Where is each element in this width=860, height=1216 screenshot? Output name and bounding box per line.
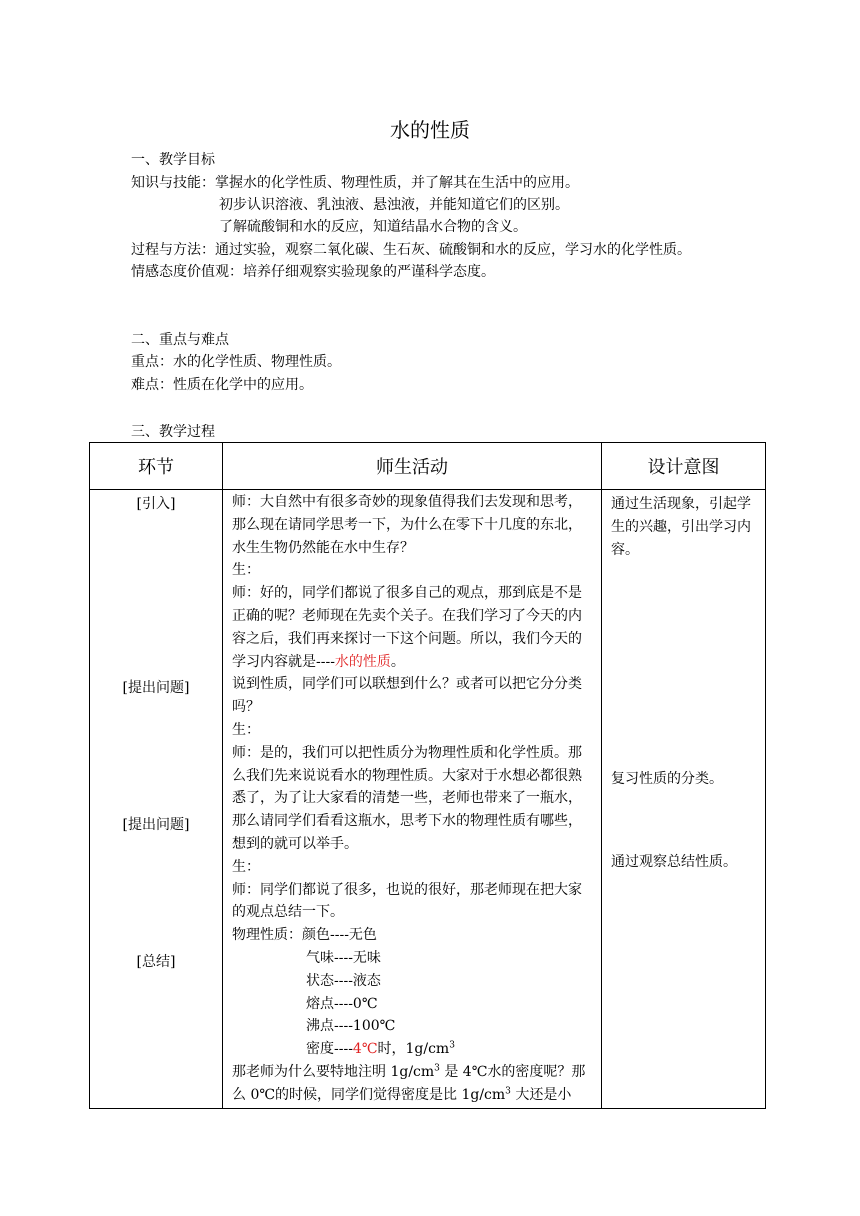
page-title: 水的性质 [390,118,470,142]
stage-cell [90,490,223,1109]
property-boiling-point: 沸点----100℃ [306,1018,396,1035]
last-superscript-1: 3 [434,1063,440,1074]
difficulty-line: 难点：性质在化学中的应用。 [131,377,313,393]
property-melting-point: 熔点----0℃ [306,995,378,1012]
property-color-text: 颜色----无色 [302,927,377,944]
property-density [232,1038,594,1061]
activity-paragraph-5: 生： [232,721,260,738]
activity-paragraph-2: 生： [232,562,260,579]
knowledge-line-2: 初步认识溶液、乳浊液、悬浊液，并能知道它们的区别。 [219,197,569,213]
activity-paragraph-1: 师：大自然中有很多奇妙的现象值得我们去发现和思考，那么现在请同学思考一下，为什么在零下十几度的东北，水生生物仍然能在水中生存？ [232,494,582,556]
activity-paragraph-3 [232,582,594,673]
key-point-line: 重点：水的化学性质、物理性质。 [131,354,341,370]
stage-question-2: [提出问题] [122,817,190,833]
activity-p3-end: 。 [390,653,405,670]
activity-paragraph-4: 说到性质，同学们可以联想到什么？或者可以把它分分类吗？ [232,676,582,716]
header-activity: 师生活动 [223,443,602,490]
activity-cell [223,490,602,1109]
property-smell: 气味----无味 [306,949,381,966]
objectives-heading: 一、教学目标 [131,152,215,168]
table-header-row [90,443,766,490]
header-design: 设计意图 [602,443,766,490]
design-note-intro: 通过生活现象，引起学生的兴趣，引出学习内容。 [611,496,751,558]
header-stage: 环节 [90,443,223,490]
property-color [232,924,594,947]
density-prefix: 密度---- [306,1041,353,1058]
activity-p3-text: 师：好的，同学们都说了很多自己的观点，那到底是不是正确的呢？老师现在先卖个关子。在我们学习了今天的内容之后，我们再来探讨一下这个问题。所以，我们今天的学习内容就是---- [232,585,582,670]
lesson-table [89,442,766,1109]
density-value: 时，1g/cm [377,1041,450,1058]
activity-paragraph-6: 师：是的，我们可以把性质分为物理性质和化学性质。那么我们先来说说看水的物理性质。大家对于水想必都很熟悉了，为了让大家看的清楚一些，老师也带来了一瓶水，那么请同学们看看这瓶水，思考下水的物理性质有哪些，想到的就可以举手。 [232,744,582,852]
emotion-line: 情感态度价值观：培养仔细观察实验现象的严谨科学态度。 [131,264,495,280]
design-note-observe: 通过观察总结性质。 [611,854,737,870]
knowledge-text-1: 掌握水的化学性质、物理性质，并了解其在生活中的应用。 [215,175,579,191]
activity-paragraph-7: 生： [232,858,260,875]
stage-intro: [引入] [136,496,176,512]
knowledge-line-1 [131,172,579,194]
process-method-line: 过程与方法：通过实验，观察二氧化碳、生石灰、硫酸铜和水的反应，学习水的化学性质。 [131,242,691,258]
property-state: 状态----液态 [306,972,381,989]
density-superscript: 3 [449,1040,455,1051]
design-note-review: 复习性质的分类。 [611,771,723,787]
knowledge-label: 知识与技能： [131,175,215,191]
activity-paragraph-8: 师：同学们都说了很多，也说的很好，那老师现在把大家的观点总结一下。 [232,881,582,921]
activity-paragraph-last [232,1061,594,1107]
topic-highlight: 水的性质 [334,653,391,670]
last-text-b: 是 4℃水的密度呢？那么 0℃的时候，同学们觉得密度是比 1g/cm [232,1063,586,1103]
last-text-c: 大还是小 [510,1086,572,1103]
stage-summary: [总结] [136,954,176,970]
last-superscript-2: 3 [505,1086,511,1097]
design-cell [602,490,766,1109]
key-points-heading: 二、重点与难点 [131,332,229,348]
table-row [90,490,766,1109]
stage-question-1: [提出问题] [122,680,190,696]
properties-label: 物理性质： [232,927,302,944]
process-heading: 三、教学过程 [131,424,215,440]
density-temperature: 4℃ [352,1041,378,1058]
last-text-a: 那老师为什么要特地注明 1g/cm [232,1063,435,1080]
knowledge-line-3: 了解硫酸铜和水的反应，知道结晶水合物的含义。 [219,219,527,235]
